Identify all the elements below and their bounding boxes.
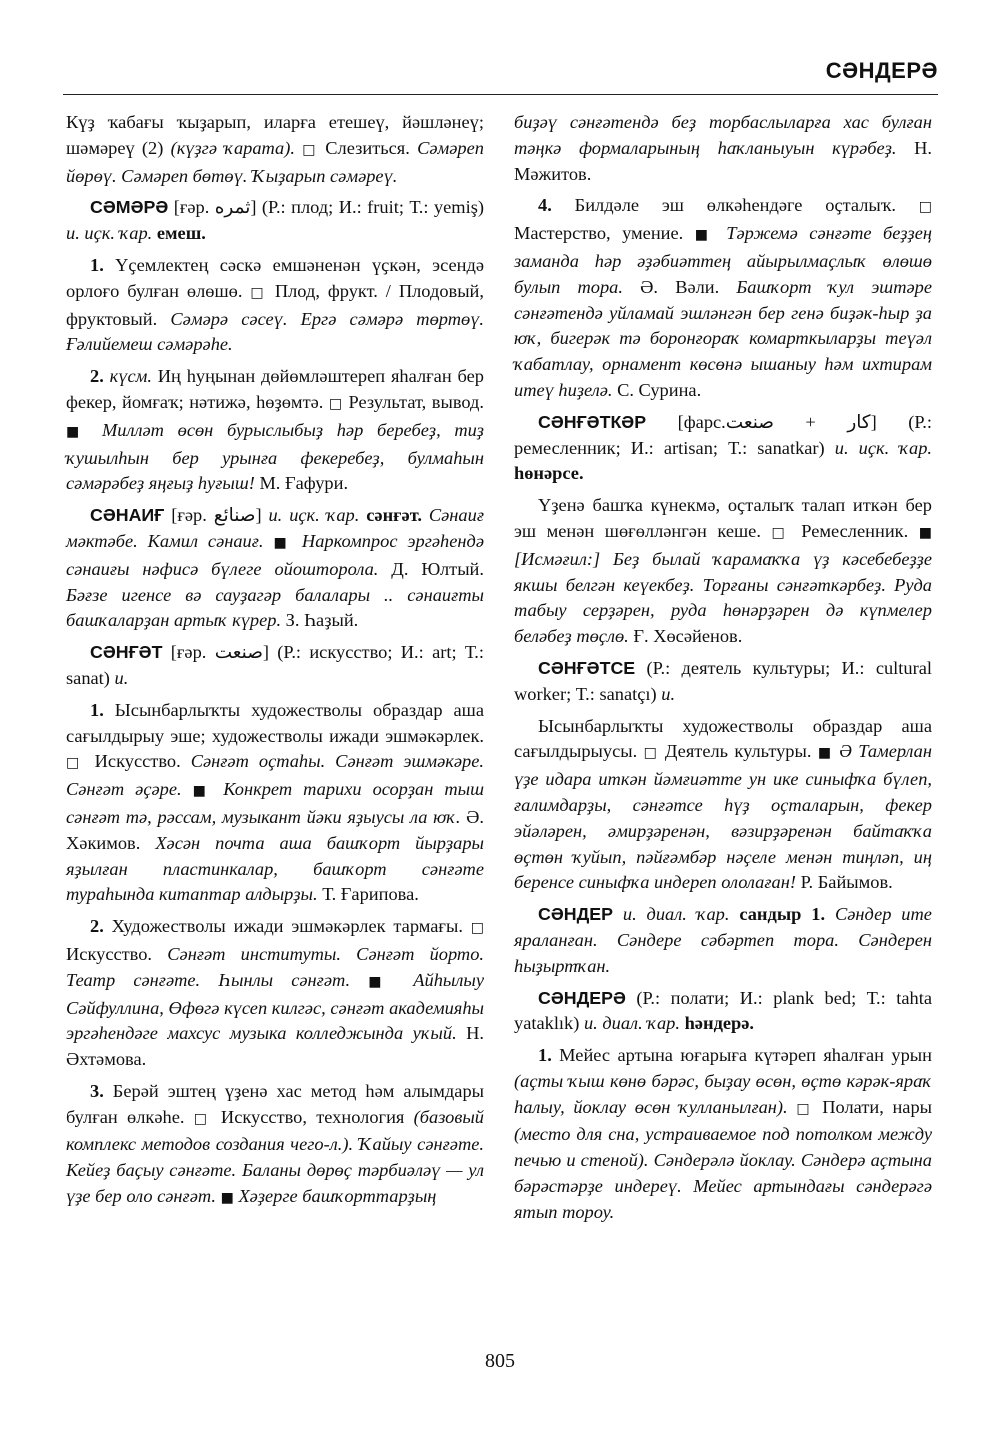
dictionary-entry — [514, 656, 932, 708]
plain-text: Полати, нары — [813, 1096, 932, 1117]
page-number: 805 — [485, 1350, 515, 1372]
bold-text: 1. — [90, 699, 104, 720]
plain-text: Искусство. — [66, 943, 168, 964]
plain-text: Т. Ғарипова. — [317, 884, 419, 905]
citation-marker: ■ — [220, 1190, 234, 1207]
italic-text: и. иҫк. ҡар. — [834, 437, 933, 458]
entry-sense — [66, 914, 484, 1073]
plain-text: Ә. Вәли. — [622, 276, 737, 297]
italic-text: Сәндер ите яраланған. Сәндере сәбәртеп тора. Сәндерен һыҙыртҡан. — [514, 904, 932, 976]
italic-text: Сәмәрә сәсеү. Ергә сәмәрә төртөү. Ғәлийемеш сәмәрәһе. — [66, 308, 485, 355]
plain-text: Үҫемлектең сәскә емшәненән үҫкән, эсендә орлоғо булған өлөшө. — [66, 254, 484, 301]
bold-text: 2. — [90, 366, 104, 387]
plain-text: [ғәр. ثمره] (Р.: плод; И.: fruit; Т.: yemiş) — [168, 197, 484, 218]
bold-text: 1. — [538, 1045, 552, 1066]
plain-text — [350, 970, 368, 990]
plain-text: С. Сурина. — [612, 379, 702, 400]
entry-sense — [66, 1079, 484, 1212]
plain-text: Р. Байымов. — [796, 872, 893, 893]
dictionary-entry — [66, 640, 484, 692]
plain-text: Слезиться. — [318, 137, 418, 158]
bold-text: 1. — [90, 254, 104, 275]
italic-text: (место для сна, устраиваемое под потолком между печью и стеной). Сәндерәлә йоклау. Сәндерә аҫтына бәрәстәрҙе индереү. Мейес артындағы сәндерәгә ятып тороу. — [514, 1124, 932, 1222]
header-rule — [63, 94, 938, 95]
plain-text: З. Һаҙый. — [281, 610, 359, 631]
italic-text: и. — [661, 683, 676, 704]
entry-text — [514, 493, 932, 650]
bold-text: емеш. — [156, 223, 206, 244]
russian-equivalent-marker: □ — [328, 395, 344, 412]
italic-text: Тәржемә сәнғәте беҙҙең заманда һәр әҙәбиәттең айырылмаҫлыҡ өлөшө булып тора. — [514, 223, 933, 297]
italic-text: (базовый комплекс методов создания чего-л.). — [66, 1106, 485, 1155]
running-head: СӘНДЕРӘ — [825, 58, 938, 83]
plain-text: Ремесленник. — [790, 520, 919, 541]
plain-text: Искусство. — [84, 751, 191, 772]
russian-equivalent-marker: □ — [771, 524, 791, 541]
citation-marker: ■ — [66, 423, 89, 440]
russian-equivalent-marker: □ — [796, 1100, 814, 1117]
plain-text: [ғәр. صنائع] — [164, 505, 269, 526]
headword: СӘНҒӘТ — [90, 642, 163, 663]
italic-text: [Исмәғил:] Беҙ былай ҡарамаҡҡа үҙ кәсебебеҙҙе якшы белгән кеүекбеҙ. Торғаны сәнғәткәрбеҙ. Руда табыу серҙәрен, руда һөнәрҙәрен дә күпмелер беләбеҙ төҫлө. — [514, 548, 932, 647]
plain-text — [422, 505, 429, 525]
italic-text: и. иҫк. ҡар. — [66, 223, 153, 244]
plain-text: М. Ғафури. — [254, 473, 349, 494]
plain-text: Үҙенә башҡа күнекмә, оҫталыҡ талап иткән бер эш менән шөғөлләнгән кеше. — [514, 495, 932, 541]
citation-marker: ■ — [694, 227, 715, 244]
headword: СӘНДЕРӘ — [538, 987, 626, 1008]
plain-text: Мейес артына юғарыға күтәреп яһалған урын — [551, 1045, 932, 1066]
italic-text: Айһылыу Сәйфуллина, Өфөгә күсеп килгәс, сәнғәт академияһы эргәһендәге махсус музыка колледжында уҡый. — [66, 969, 484, 1044]
plain-text: Плод, фрукт. / Плодовый, фруктовый. — [66, 280, 484, 329]
russian-equivalent-marker: □ — [66, 755, 85, 772]
entry-sense — [514, 193, 932, 403]
italic-text: (аҫты ҡыш көнө бәрәс, быҙау өсөн, өҫтө кәрәк-яраҡ һалыу, йоклау өсөн ҡулланылған). — [514, 1070, 932, 1117]
italic-text: Наркомпрос эргәһендә сәнаиғы нәфисә бүлеге ойошторола. — [66, 530, 484, 579]
plain-text — [182, 779, 193, 799]
citation-marker: ■ — [368, 973, 396, 990]
russian-equivalent-marker: □ — [918, 199, 932, 216]
entry-text — [514, 714, 932, 897]
italic-text: биҙәү сәнғәтендә беҙ торбаслыларға хас булған тәңкә формаларының һаҡланыуын күрәбеҙ. — [514, 112, 932, 158]
italic-text: (күҙгә ҡарата). — [170, 137, 295, 158]
plain-text: [фарс.کار + صنعت] (Р.: ремесленник; И.: artisan; Т.: sanatkar) — [514, 411, 933, 458]
citation-marker: ■ — [918, 524, 932, 541]
italic-text: Хәҙерге башҡорттарҙың — [233, 1186, 437, 1207]
italic-text: и. диал. ҡар. — [583, 1013, 680, 1034]
plain-text: Билдәле эш өлкәһендәге оҫталыҡ. — [551, 195, 919, 216]
bold-text: сәнғәт. — [366, 505, 422, 526]
dictionary-entry — [514, 902, 932, 979]
plain-text: Ә. Хәкимов. — [66, 806, 484, 853]
italic-text: Ҡайыу сәнғәте. Кейеҙ баҫыу сәнғәте. Баланы дөрөҫ тәрбиәләү — ул үҙе бер оло сәнғәт. — [66, 1134, 485, 1207]
plain-text: Ысынбарлыҡты художестволы образдар аша сағылдырыу эше; художестволы ижади эшмәкәрлек. — [66, 699, 484, 746]
entry-sense — [66, 253, 484, 358]
italic-text: Башҡорт ҡул эштәре сәнғәтендә уйламай эшләнгән бер генә биҙәк-һыр ҙа юҡ, бигерәк тә боронғораҡ комарткыларҙы теүәл ҡабатлау, орнамент көсөнә ышаныу һәм ихтирам итеү һиҙелә. — [514, 276, 932, 400]
headword: СӘМӘРӘ — [90, 197, 169, 218]
bold-text: 3. — [90, 1080, 104, 1101]
italic-text: күсм. — [109, 366, 152, 387]
plain-text — [264, 531, 274, 551]
italic-text: и. диал. ҡар. — [622, 904, 730, 925]
italic-text: Сәнғәт оҫтаһы. Сәнғәт эшмәкәре. Сәнғәт әҫәре. — [66, 751, 484, 800]
italic-text: Хәсән почта аша башҡорт йырҙары яҙылған пластинкалар, башҡорт сәнғәте тураһында китаптар алдырҙы. — [66, 832, 485, 905]
plain-text: Иң һуңынан дөйөмләштереп яһалған бер фекер, йомғаҡ; нәтижә, һөҙөмтә. — [66, 366, 484, 412]
plain-text: Н. Мәжитов. — [514, 137, 932, 184]
entry-sense — [66, 698, 484, 908]
headword: СӘНДЕР — [538, 904, 613, 925]
plain-text — [613, 904, 623, 924]
entry-sense — [66, 364, 484, 497]
dictionary-entry — [66, 195, 484, 247]
italic-text: Милләт өсөн бурыслыбыҙ һәр беребеҙ, тиҙ ҡушылһын бер урынға фекеребеҙ, булмаһын сәмәрәбеҙ яңғыҙ һуғыш! — [66, 419, 484, 494]
italic-text: Сәнғәт институты. Сәнғәт йорто. Театр сәнғәте. Һынлы сәнғәт. — [66, 943, 484, 990]
plain-text — [729, 904, 739, 924]
plain-text: (Р.: деятель культуры; И.: cultural worker; Т.: sanatçı) — [514, 657, 932, 704]
headword: СӘНҒӘТСЕ — [538, 657, 636, 678]
citation-marker: ■ — [273, 534, 293, 551]
italic-text: и. — [114, 667, 129, 688]
russian-equivalent-marker: □ — [250, 284, 267, 301]
italic-text: Бәғзе игенсе вә сауҙагәр балалары .. сәнаиғты башҡаларҙан артыҡ күрер. — [66, 584, 484, 631]
entry-text — [514, 110, 932, 187]
plain-text: Берәй эштең үҙенә хас метод һәм алымдары булған өлкәһе. — [66, 1080, 484, 1127]
plain-text: Н. Әхтәмова. — [66, 1023, 484, 1070]
italic-text: и. иҫк. ҡар. — [268, 505, 360, 526]
entry-sense — [514, 1043, 932, 1226]
plain-text: (Р.: полати; И.: plank bed; Т.: tahta yataklık) — [514, 987, 932, 1034]
plain-text — [825, 904, 835, 924]
left-column — [66, 110, 484, 1218]
plain-text: Мастерство, умение. — [514, 223, 695, 244]
bold-text: сандыр 1. — [739, 904, 826, 925]
right-column — [514, 110, 932, 1232]
dictionary-entry — [66, 503, 484, 634]
dictionary-entry — [514, 986, 932, 1038]
headword: СӘНАИҒ — [90, 505, 165, 526]
plain-text: [ғәр. صنعت] (Р.: искусство; И.: art; Т.: sanat) — [66, 642, 484, 688]
bold-text: 2. — [90, 916, 104, 937]
italic-text: Ә Тамерлан үҙе идара иткән йәмғиәтте ун ике синыфҡа бүлеп, ғалимдарҙы, сәнғәтсе һүҙ оҫталарын, фекер эйәләрен, әмирҙәренән, вәзирҙәренән байтаҡҡа өҫтөн ҡуйып, пәйғәмбәр нәҫеле менән тиңләп, иң беренсе синыфҡа индереп ололаған! — [514, 741, 932, 893]
russian-equivalent-marker: □ — [193, 1110, 212, 1127]
dictionary-entry — [514, 410, 932, 487]
plain-text: Художестволы ижади эшмәкәрлек тармағы. — [103, 916, 471, 937]
entry-text — [66, 110, 484, 189]
plain-text: Күҙ ҡабағы ҡыҙарып, иларға етешеү, йәшләнеү; шәмәреү (2) — [66, 112, 484, 158]
plain-text: Ысынбарлыҡты художестволы образдар аша сағылдырыусы. — [514, 715, 932, 762]
plain-text: Деятель культуры. — [658, 741, 818, 762]
citation-marker: ■ — [817, 745, 833, 762]
italic-text: Сәнаиғ мәктәбе. Камил сәнаиғ. — [66, 505, 484, 551]
plain-text: Искусство, технология — [211, 1106, 414, 1127]
headword: СӘНҒӘТКӘР — [538, 411, 647, 432]
italic-text: Сәмәреп йөрөү. Сәмәреп бөтөү. Ҡыҙарып сәмәреү. — [66, 137, 484, 186]
citation-marker: ■ — [192, 783, 213, 800]
russian-equivalent-marker: □ — [643, 745, 659, 762]
russian-equivalent-marker: □ — [302, 141, 319, 158]
italic-text: Конкрет тарихи осорҙан тыш сәнғәт тә, рәссам, музыкант йәки яҙыусы ла юҡ. — [66, 779, 484, 827]
plain-text: Результат, вывод. — [343, 391, 484, 412]
plain-text: Ғ. Хөсәйенов. — [628, 626, 743, 647]
russian-equivalent-marker: □ — [470, 920, 484, 937]
plain-text: Д. Юлтый. — [378, 558, 484, 579]
bold-text: һәндерә. — [684, 1013, 755, 1034]
bold-text: һөнәрсе. — [514, 463, 584, 484]
bold-text: 4. — [538, 195, 552, 216]
